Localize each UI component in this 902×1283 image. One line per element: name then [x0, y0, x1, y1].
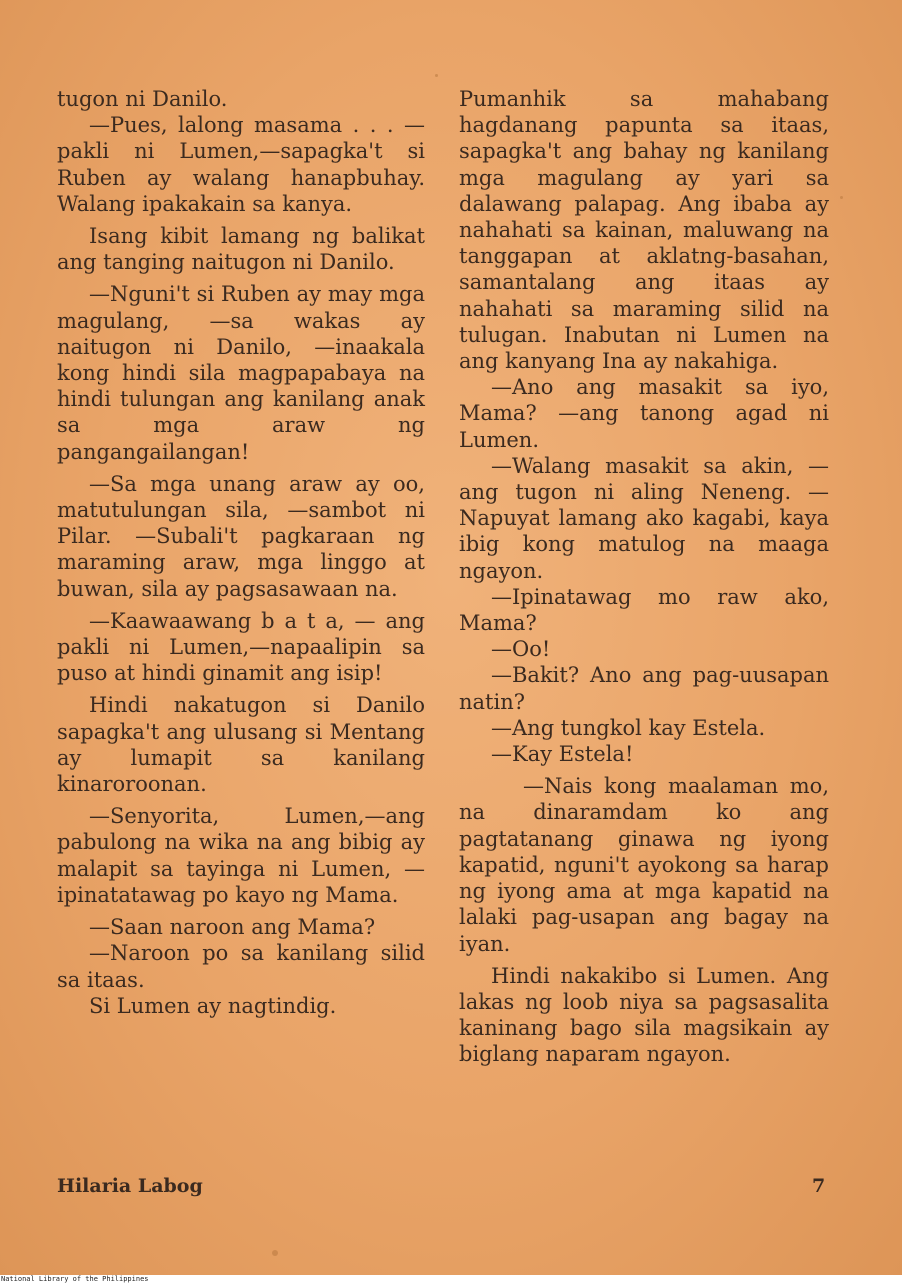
page-number: 7 [812, 1175, 826, 1197]
paragraph: —Nais kong maalaman mo, na dinaramdam ko ang pagtatanang ginawa ng iyong kapatid, nguni't ayokong sa harap ng iyong ama at mga kapatid na lalaki pag-usapan ang bagay na iyan. [459, 774, 829, 956]
paragraph: —Ano ang masakit sa iyo, Mama? —ang tanong agad ni Lumen. [459, 375, 829, 452]
paragraph: —Ang tungkol kay Estela. [491, 715, 766, 740]
paragraph: —Kay Estela! [491, 742, 634, 767]
paper-speck [435, 74, 438, 77]
paragraph: —Naroon po sa kanilang silid sa itaas. [57, 941, 425, 992]
paragraph: tugon ni Danilo. [57, 87, 228, 111]
paragraph: —Walang masakit sa akin, —ang tugon ni aling Neneng. —Napuyat lamang ako kagabi, kaya ibig kong matulog na maaga ngayon. [459, 453, 829, 583]
paragraph: —Bakit? Ano ang pag-uusapan natin? [459, 663, 829, 714]
library-credit: National Library of the Philippines [0, 1275, 902, 1283]
paragraph: Hindi nakakibo si Lumen. Ang lakas ng loob niya sa pagsasalita kaninang bago sila magsikain ay biglang naparam ngayon. [459, 963, 829, 1067]
paper-speck [840, 196, 843, 199]
paper-speck [272, 1250, 278, 1256]
paragraph: —Pues, lalong masama . . . —pakli ni Lumen,—sapagka't si Ruben ay walang hanapbuhay. Walang ipakakain sa kanya. [57, 113, 425, 216]
left-column [57, 86, 425, 1019]
paragraph: —Ipinatawag mo raw ako, Mama? [459, 584, 829, 636]
paragraph: —Saan naroon ang Mama? [89, 915, 376, 940]
paragraph: Hindi nakatugon si Danilo sapagka't ang ulusang si Mentang ay lumapit sa kanilang kinaroroonan. [57, 693, 425, 797]
paragraph: —Nguni't si Ruben ay may mga magulang, —sa wakas ay naitugon ni Danilo, —inaakala kong hindi sila magpapabaya na hindi tulungan ang kanilang anak sa mga araw ng pangangailangan! [57, 282, 425, 464]
paragraph: —Oo! [491, 637, 551, 662]
right-column [459, 86, 829, 1068]
paragraph: Si Lumen ay nagtindig. [89, 993, 337, 1018]
footer-author: Hilaria Labog [57, 1175, 203, 1197]
paragraph: —Senyorita, Lumen,—ang pabulong na wika na ang bibig ay malapit sa tayinga ni Lumen, — ipinatatawag po kayo ng Mama. [57, 804, 425, 907]
paragraph: Isang kibit lamang ng balikat ang tanging naitugon ni Danilo. [57, 224, 425, 275]
paragraph: —Sa mga unang araw ay oo, matutulungan sila, —sambot ni Pilar. —Subali't pagkaraan ng maraming araw, mga linggo at buwan, sila ay pagsasawaan na. [57, 471, 425, 601]
paragraph: Pumanhik sa mahabang hagdanang papunta sa itaas, sapagka't ang bahay ng kanilang mga magulang ay yari sa dalawang palapag. Ang ibaba ay nahahati sa kainan, maluwang na tanggapan at aklatng-basahan, samantalang ang itaas ay nahahati sa maraming silid na tulugan. Inabutan ni Lumen na ang kanyang Ina ay nakahiga. [459, 87, 829, 374]
paragraph: —Kaawaawang b a t a, — ang pakli ni Lumen,—napaalipin sa puso at hindi ginamit ang isip! [57, 608, 425, 686]
